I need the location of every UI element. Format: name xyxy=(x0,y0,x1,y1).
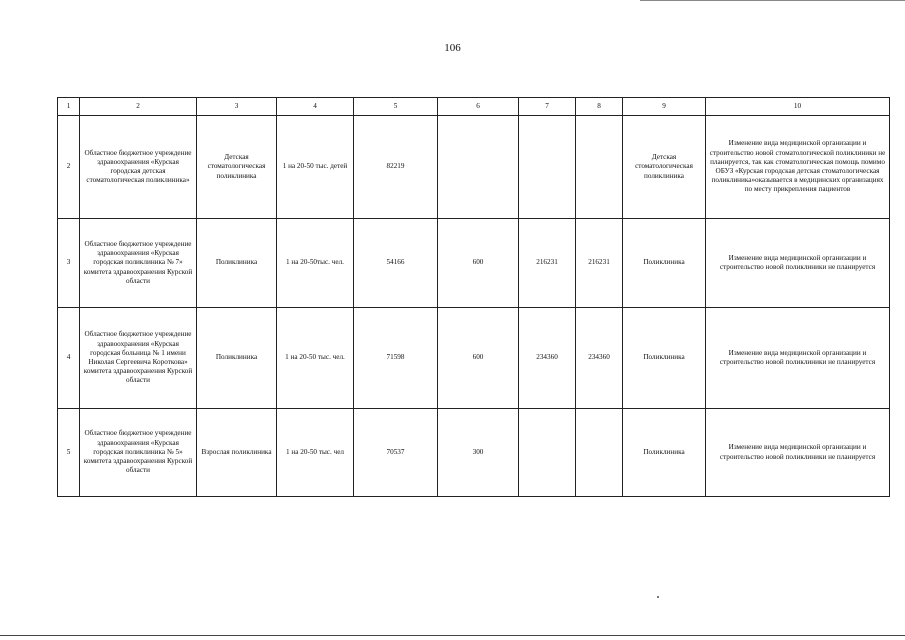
table-row xyxy=(58,308,890,409)
population-cell: 82219 xyxy=(354,116,438,219)
table-row xyxy=(58,409,890,497)
header-cell: 1 xyxy=(58,98,80,116)
facilities-table xyxy=(57,97,890,497)
scan-edge-line xyxy=(640,0,905,1)
row-number-cell: 4 xyxy=(58,308,80,409)
scan-edge-line xyxy=(0,635,905,636)
table-row xyxy=(58,219,890,308)
page-number: 106 xyxy=(444,42,461,54)
planned-type-cell: Детская стоматологическая поликлиника xyxy=(623,116,706,219)
header-cell: 9 xyxy=(623,98,706,116)
facility-type-cell: Детская стоматологическая поликлиника xyxy=(197,116,277,219)
facility-type-cell: Поликлиника xyxy=(197,308,277,409)
planned-type-cell: Поликлиника xyxy=(623,219,706,308)
planned-type-cell: Поликлиника xyxy=(623,409,706,497)
comment-cell: Изменение вида медицинской организации и строительство новой поликлиники не планируется xyxy=(706,219,890,308)
population-cell: 71598 xyxy=(354,308,438,409)
header-cell: 4 xyxy=(277,98,354,116)
norm-cell: 1 на 20-50 тыс. чел. xyxy=(277,308,354,409)
capacity-cell: 300 xyxy=(438,409,519,497)
value-cell-7 xyxy=(519,409,576,497)
row-number-cell: 2 xyxy=(58,116,80,219)
table-row xyxy=(58,116,890,219)
norm-cell: 1 на 20-50тыс. чел. xyxy=(277,219,354,308)
norm-cell: 1 на 20-50 тыс. детей xyxy=(277,116,354,219)
organization-cell: Областное бюджетное учреждение здравоохранения «Курская городская поликлиника № 7» комитета здравоохранения Курской области xyxy=(80,219,197,308)
header-cell: 8 xyxy=(576,98,623,116)
facility-type-cell: Взрослая поликлиника xyxy=(197,409,277,497)
scan-speck xyxy=(657,596,659,598)
header-cell: 7 xyxy=(519,98,576,116)
capacity-cell: 600 xyxy=(438,308,519,409)
value-cell-8: 234360 xyxy=(576,308,623,409)
value-cell-7: 234360 xyxy=(519,308,576,409)
value-cell-7: 216231 xyxy=(519,219,576,308)
comment-cell: Изменение вида медицинской организации и строительство новой поликлиники не планируется xyxy=(706,409,890,497)
organization-cell: Областное бюджетное учреждение здравоохранения «Курская городская поликлиника № 5» комитета здравоохранения Курской области xyxy=(80,409,197,497)
value-cell-8 xyxy=(576,116,623,219)
capacity-cell: 600 xyxy=(438,219,519,308)
comment-cell: Изменение вида медицинской организации и строительство новой стоматологической поликлиники не планируется, так как стоматологическая помощь помимо ОБУЗ «Курская городская детская стоматологическая поликлиника»оказывается в медицинских организациях по месту прикрепления пациентов xyxy=(706,116,890,219)
comment-cell: Изменение вида медицинской организации и строительство новой поликлиники не планируется xyxy=(706,308,890,409)
header-cell: 10 xyxy=(706,98,890,116)
header-cell: 6 xyxy=(438,98,519,116)
population-cell: 54166 xyxy=(354,219,438,308)
header-cell: 5 xyxy=(354,98,438,116)
facility-type-cell: Поликлиника xyxy=(197,219,277,308)
organization-cell: Областное бюджетное учреждение здравоохранения «Курская городская больница № 1 имени Николая Сергеевича Короткова» комитета здравоохранения Курской области xyxy=(80,308,197,409)
value-cell-8: 216231 xyxy=(576,219,623,308)
value-cell-8 xyxy=(576,409,623,497)
value-cell-7 xyxy=(519,116,576,219)
table-header-row xyxy=(58,98,890,116)
organization-cell: Областное бюджетное учреждение здравоохранения «Курская городская детская стоматологическая поликлиника» xyxy=(80,116,197,219)
population-cell: 70537 xyxy=(354,409,438,497)
norm-cell: 1 на 20-50 тыс. чел xyxy=(277,409,354,497)
header-cell: 2 xyxy=(80,98,197,116)
row-number-cell: 3 xyxy=(58,219,80,308)
capacity-cell xyxy=(438,116,519,219)
planned-type-cell: Поликлиника xyxy=(623,308,706,409)
header-cell: 3 xyxy=(197,98,277,116)
row-number-cell: 5 xyxy=(58,409,80,497)
